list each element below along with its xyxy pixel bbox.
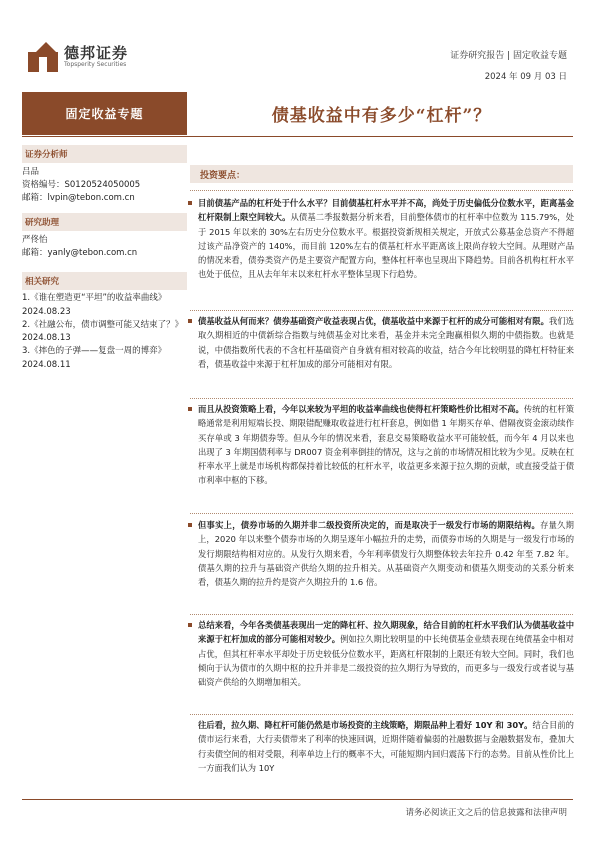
- divider: [190, 714, 573, 715]
- brand-name-en: Topsperity Securities: [64, 61, 127, 68]
- brand-logo: [28, 40, 168, 76]
- logo-mark-icon: [28, 42, 58, 72]
- divider: [190, 310, 573, 311]
- analyst-block: [22, 166, 187, 205]
- analyst-email[interactable]: 邮箱：lvpin@tebon.com.cn: [22, 193, 135, 203]
- divider: [190, 398, 573, 399]
- key-point-3: [198, 402, 574, 488]
- report-title: 债基收益中有多少“杠杆”？: [271, 106, 492, 126]
- key-point-1-body: 从债基二季报数据分析来看，目前整体债市的杠杆率中位数为 115.79%，处于 2015 年以来的 30%左右历史分位数水平。根据投资新规相关规定，开放式公募基金总资产不得超过该产品净资产的 140%，而目前 120%左右的债基杠杆水平距离该上限尚存较大空间。从理财产品的情况来看，债券类资产仍是主要资产配置方向，整体杠杆率也呈现出下降趋势。目前各机构杠杆水平也处于低位，且从去年年末以来杠杆水平整体呈现下行趋势。: [198, 212, 574, 280]
- key-point-2: [198, 314, 574, 371]
- bullet-icon: [188, 623, 192, 627]
- assistant-name: 严佟怡: [22, 235, 48, 245]
- brand-name-cn: 德邦证券: [64, 44, 129, 62]
- key-point-3-lead: 而且从投资策略上看，今年以来较为平坦的收益率曲线也使得杠杆策略性价比相对不高。: [198, 404, 524, 414]
- key-point-1: [198, 196, 574, 282]
- footer-disclaimer[interactable]: 请务必阅读正文之后的信息披露和法律声明: [405, 808, 567, 818]
- related-header: 相关研究: [22, 272, 187, 290]
- category-banner: 固定收益专题: [22, 92, 187, 135]
- key-point-6-lead: 往后看，拉久期、降杠杆可能仍然是市场投资的主线策略，期限品种上看好 10Y 和 30Y。: [198, 720, 533, 730]
- bullet-icon: [188, 407, 192, 411]
- report-type: 证券研究报告 | 固定收益专题: [450, 51, 567, 61]
- key-point-1-lead: 目前债基产品的杠杆处于什么水平？目前债基杠杆水平并不高，尚处于历史偏低分位数水平，距离基金杠杆限制上限空间较大。: [198, 198, 574, 223]
- key-point-5-body: 例如拉久期比较明显的中长纯债基金业绩表现在纯债基金中相对占优，但其杠杆率水平却处于历史较低分位数水平，距离杠杆限制的上限还有较大空间。同时，我们也倾向于认为债市的久期中枢的拉升并非是二级投资的拉久期行为导致的，而更多与一级发行或者说与基础资产供给的久期增加相关。: [198, 634, 574, 688]
- divider: [190, 614, 573, 615]
- key-point-4: [198, 518, 574, 589]
- assistant-header: 研究助理: [22, 213, 187, 231]
- related-item-2-date: 2024.08.13: [22, 333, 71, 343]
- key-point-5-lead: 总结来看，今年各类债基表现出一定的降杠杆、拉久期现象，结合目前的杠杆水平我们认为债基收益中来源于杠杆加成的部分可能相对较少。: [198, 620, 574, 645]
- key-point-2-lead: 债基收益从何而来？债券基础资产收益表现占优，债基收益中来源于杠杆的成分可能相对有限。: [198, 316, 549, 326]
- key-point-4-lead: 但事实上，债券市场的久期并非二级投资所决定的，而是取决于一级发行市场的期限结构。: [198, 520, 541, 530]
- related-list: [22, 292, 187, 372]
- assistant-email[interactable]: 邮箱：yanly@tebon.com.cn: [22, 248, 138, 258]
- divider: [190, 190, 573, 191]
- analyst-name: 吕品: [22, 167, 40, 177]
- divider: [190, 513, 573, 514]
- bullet-icon: [188, 523, 192, 527]
- footer-divider: [22, 799, 573, 800]
- key-point-2-body: 我们选取久期相近的中债新综合指数与纯债基金对比来看，基金并未完全跑赢相似久期的中债指数。也就是说，中债指数所代表的不含杠杆基础资产自身就有相对较高的收益，结合今年比较明显的降杠杆特征来看，债基收益中来源于杠杆加成的部分可能相对有限。: [198, 316, 574, 369]
- report-date: 2024 年 09 月 03 日: [484, 72, 567, 82]
- analyst-cert: 资格编号：S0120524050005: [22, 180, 141, 190]
- related-item-3-date: 2024.08.11: [22, 359, 71, 370]
- related-item-3[interactable]: 3.《摔色的子弹——复盘一周的博弈》: [22, 346, 167, 356]
- banner-divider: [22, 136, 573, 137]
- key-point-6: [198, 718, 574, 794]
- bullet-icon: [188, 201, 192, 205]
- key-point-6-body: 结合目前的债市运行来看，大行卖债带来了利率的快速回调，近期伴随着偏弱的社融数据与金融数据发布，叠加大行卖债空间的相对受限，利率单边上行的概率不大，可能短期内回归震荡下行的态势。目前从性价比上一方面我们认为 10Y: [198, 720, 574, 773]
- analyst-header: 证券分析师: [22, 145, 187, 163]
- bullet-icon: [188, 319, 192, 323]
- related-item-2[interactable]: 2.《社融公布，债市调整可能又结束了？》: [22, 319, 184, 330]
- key-points-header: 投资要点：: [190, 165, 573, 183]
- related-item-1[interactable]: 1.《谁在塑造更“平坦”的收益率曲线》: [22, 293, 167, 303]
- key-point-5: [198, 618, 574, 689]
- related-item-1-date: 2024.08.23: [22, 306, 71, 317]
- assistant-block: [22, 234, 187, 260]
- key-point-4-body: 存量久期上，2020 年以来整个债券市场的久期呈逐年小幅拉升的走势，而债券市场的久期是与一级发行市场的发行期限结构相对应的。从发行久期来看，今年利率债发行久期整体较去年拉升 0.42 年至 7.82 年。债基久期的拉升与基础资产供给久期的拉升相关。从基础资产久期变动和债基久期变动的关系分析来看，债基久期的拉升约是资产久期拉升的 1.6 倍。: [198, 520, 574, 588]
- key-point-3-body: 传统的杠杆策略通常是利用短端长投、期限错配赚取收益进行杠杆套息，例如借 1 年期买存单、借隔夜资金滚动续作买存单或 3 年期债券等。但从今年的情况来看，套息交易策略收益水平可能较低，而今年 4 月以来也出现了 3 年期国债利率与 DR007 资金利率倒挂的情况，这与之前的市场情况相比较为少见。反映在杠杆率水平上就是市场机构都保持着比较低的杠杆水平，收益更多来源于拉久期的贡献，或直接受益于债市利率中枢的下移。: [198, 404, 574, 486]
